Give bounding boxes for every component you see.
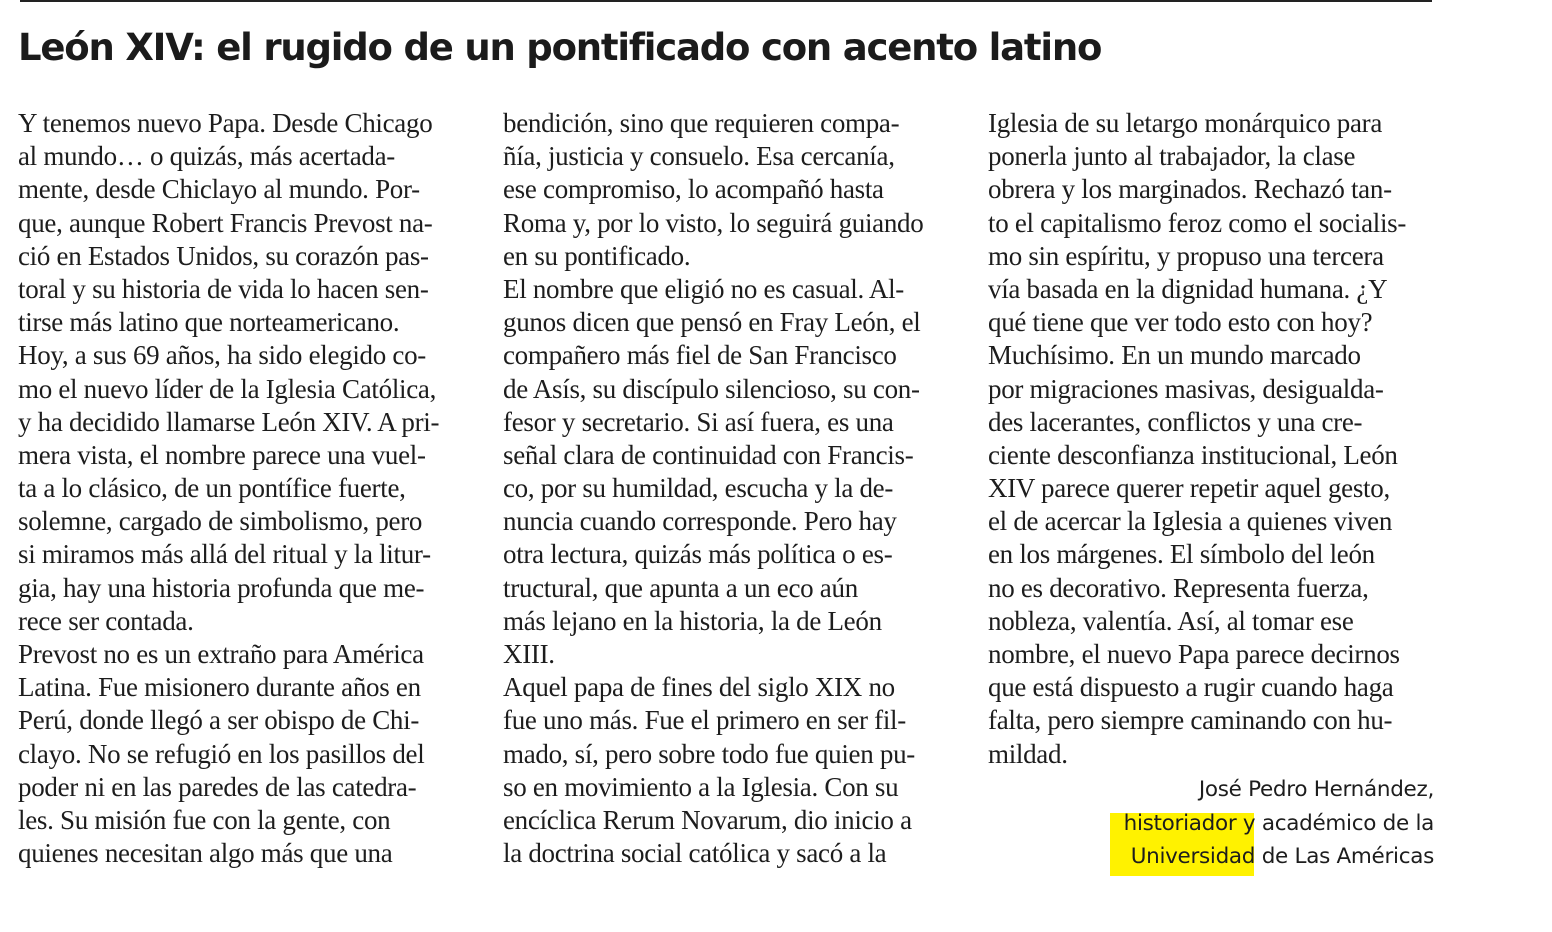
article-column-1 <box>18 107 478 870</box>
author-institution-line <box>1124 840 1434 874</box>
article-text-line: que está dispuesto a rugir cuando haga <box>988 672 1394 703</box>
article-text-line: les. Su misión fue con la gente, con <box>18 804 391 835</box>
author-role-line <box>1124 807 1434 841</box>
article-text-line: Muchísimo. En un mundo marcado <box>988 340 1361 371</box>
article-text-line: XIV parece querer repetir aquel gesto, <box>988 473 1390 504</box>
article-text-line: de Asís, su discípulo silencioso, su con- <box>503 373 920 404</box>
article-text-line: clayo. No se refugió en los pasillos del <box>18 738 425 769</box>
article-text-line: bendición, sino que requieren compa- <box>503 108 900 138</box>
author-role-text: académico de la <box>1255 810 1434 836</box>
article-text-line: nobleza, valentía. Así, al tomar ese <box>988 605 1354 636</box>
article-text-line: to el capitalismo feroz como el socialis- <box>988 207 1407 238</box>
article-text-line: que, aunque Robert Francis Prevost na- <box>18 207 433 238</box>
article-text-line: y ha decidido llamarse León XIV. A pri- <box>18 406 440 437</box>
article-text-line: obrera y los marginados. Rechazó tan- <box>988 174 1392 205</box>
article-text-line: poder ni en las paredes de las catedra- <box>18 771 417 802</box>
article-text-line: mo sin espíritu, y propuso una tercera <box>988 240 1384 271</box>
article-text-line: si miramos más allá del ritual y la litur- <box>18 539 431 570</box>
article-text-line: rece ser contada. <box>18 605 194 636</box>
article-text-line: mo el nuevo líder de la Iglesia Católica, <box>18 373 437 404</box>
article-text-line: Prevost no es un extraño para América <box>18 639 424 669</box>
article-text-line: Iglesia de su letargo monárquico para <box>988 108 1383 138</box>
article-text-line: mera vista, el nombre parece una vuel- <box>18 439 426 470</box>
article-text-line: al mundo… o quizás, más acertada- <box>18 141 395 172</box>
article-text-line: encíclica Rerum Novarum, dio inicio a <box>503 804 912 835</box>
article-text-line: des lacerantes, conflictos y una cre- <box>988 406 1363 437</box>
article-text-line: Hoy, a sus 69 años, ha sido elegido co- <box>18 340 426 371</box>
highlighted-text: historiador y <box>1123 810 1256 836</box>
article-text-line: mado, sí, pero sobre todo fue quien pu- <box>503 738 915 769</box>
article-text-line: toral y su historia de vida lo hacen sen- <box>18 273 429 304</box>
article-text-line: falta, pero siempre caminando con hu- <box>988 705 1393 736</box>
article-text-line: tirse más latino que norteamericano. <box>18 307 400 338</box>
article-text-line: ese compromiso, lo acompañó hasta <box>503 174 884 205</box>
article-text-line: gunos dicen que pensó en Fray León, el <box>503 307 921 338</box>
article-text-line: ciente desconfianza institucional, León <box>988 439 1398 470</box>
article-column-2 <box>503 107 963 870</box>
article-text-line: quienes necesitan algo más que una <box>18 838 393 869</box>
article-text-line: por migraciones masivas, desigualda- <box>988 373 1384 404</box>
article-text-line: fesor y secretario. Si así fuera, es una <box>503 406 894 437</box>
article-text-line: otra lectura, quizás más política o es- <box>503 539 893 570</box>
article-text-line: Y tenemos nuevo Papa. Desde Chicago <box>18 108 433 138</box>
article-text-line: más lejano en la historia, la de León <box>503 605 882 636</box>
article-text-line: ta a lo clásico, de un pontífice fuerte, <box>18 473 406 504</box>
article-text-line: Roma y, por lo visto, lo seguirá guiando <box>503 207 924 238</box>
article-text-line: señal clara de continuidad con Francis- <box>503 439 914 470</box>
article-text-line: Latina. Fue misionero durante años en <box>18 672 421 703</box>
article-text-line: ció en Estados Unidos, su corazón pas- <box>18 240 429 271</box>
article-text-line: vía basada en la dignidad humana. ¿Y <box>988 273 1388 304</box>
article-text-line: nombre, el nuevo Papa parece decirnos <box>988 639 1400 669</box>
article-text-line: solemne, cargado de simbolismo, pero <box>18 506 423 537</box>
article-text-line: XIII. <box>503 639 555 669</box>
article-column-3 <box>988 107 1448 771</box>
highlighted-text: Universidad <box>1130 844 1256 869</box>
article-headline: León XIV: el rugido de un pontificado con acento latino <box>18 26 1102 69</box>
article-text-line: en su pontificado. <box>503 240 691 271</box>
article-text-line: Perú, donde llegó a ser obispo de Chi- <box>18 705 420 736</box>
article-text-line: en los márgenes. El símbolo del león <box>988 539 1375 570</box>
author-signature <box>1124 773 1434 874</box>
article-text-line: mente, desde Chiclayo al mundo. Por- <box>18 174 420 205</box>
article-text-line: la doctrina social católica y sacó a la <box>503 838 887 869</box>
article-text-line: tructural, que apunta a un eco aún <box>503 572 858 603</box>
article-text-line: so en movimiento a la Iglesia. Con su <box>503 771 899 802</box>
article-text-line: compañero más fiel de San Francisco <box>503 340 897 371</box>
author-name: José Pedro Hernández, <box>1198 777 1434 802</box>
author-institution-text: de Las Américas <box>1255 844 1434 869</box>
article-text-line: el de acercar la Iglesia a quienes viven <box>988 506 1393 537</box>
article-text-line: nuncia cuando corresponde. Pero hay <box>503 506 897 537</box>
article-text-line: no es decorativo. Representa fuerza, <box>988 572 1369 603</box>
article-text-line: mildad. <box>988 738 1068 769</box>
article-text-line: Aquel papa de fines del siglo XIX no <box>503 672 895 703</box>
article-text-line: El nombre que eligió no es casual. Al- <box>503 273 904 304</box>
article-text-line: ponerla junto al trabajador, la clase <box>988 141 1356 172</box>
article-text-line: gia, hay una historia profunda que me- <box>18 572 425 603</box>
article-text-line: ñía, justicia y consuelo. Esa cercanía, <box>503 141 895 172</box>
article-text-line: qué tiene que ver todo esto con hoy? <box>988 307 1373 338</box>
article-text-line: co, por su humildad, escucha y la de- <box>503 473 894 504</box>
article-text-line: fue uno más. Fue el primero en ser fil- <box>503 705 906 736</box>
top-rule <box>20 0 1432 2</box>
